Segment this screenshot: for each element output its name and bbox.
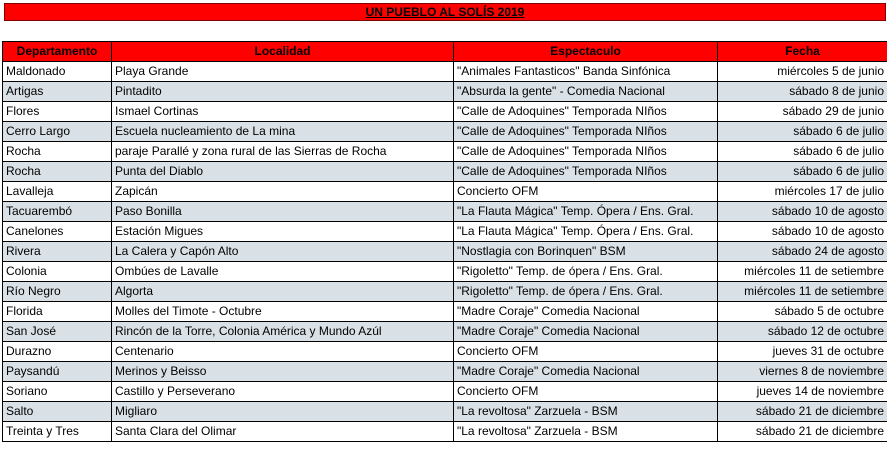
cell-fecha[interactable]: sábado 6 de julio — [718, 122, 887, 142]
cell-localidad[interactable]: Ombúes de Lavalle — [112, 262, 454, 282]
cell-espectaculo[interactable]: "Calle de Adoquines" Temporada NIños — [454, 162, 718, 182]
cell-espectaculo[interactable]: "Animales Fantasticos" Banda Sinfónica — [454, 62, 718, 82]
table-row[interactable] — [3, 402, 887, 422]
cell-espectaculo[interactable]: Concierto OFM — [454, 182, 718, 202]
cell-espectaculo[interactable]: "Absurda la gente" - Comedia Nacional — [454, 82, 718, 102]
cell-departamento[interactable]: Maldonado — [3, 62, 112, 82]
cell-espectaculo[interactable]: Concierto OFM — [454, 382, 718, 402]
cell-localidad[interactable]: Merinos y Beisso — [112, 362, 454, 382]
cell-localidad[interactable]: Zapicán — [112, 182, 454, 202]
cell-departamento[interactable]: Río Negro — [3, 282, 112, 302]
cell-fecha[interactable]: miércoles 5 de junio — [718, 62, 887, 82]
table-row[interactable] — [3, 422, 887, 442]
events-table — [2, 41, 887, 442]
cell-espectaculo[interactable]: "Madre Coraje" Comedia Nacional — [454, 302, 718, 322]
table-row[interactable] — [3, 222, 887, 242]
table-row[interactable] — [3, 162, 887, 182]
cell-departamento[interactable]: San José — [3, 322, 112, 342]
cell-fecha[interactable]: sábado 24 de agosto — [718, 242, 887, 262]
table-row[interactable] — [3, 242, 887, 262]
cell-localidad[interactable]: Centenario — [112, 342, 454, 362]
cell-espectaculo[interactable]: "Calle de Adoquines" Temporada NIños — [454, 142, 718, 162]
table-row[interactable] — [3, 302, 887, 322]
cell-fecha[interactable]: sábado 29 de junio — [718, 102, 887, 122]
cell-espectaculo[interactable]: "Calle de Adoquines" Temporada NIños — [454, 102, 718, 122]
cell-departamento[interactable]: Artigas — [3, 82, 112, 102]
cell-departamento[interactable]: Rocha — [3, 142, 112, 162]
cell-fecha[interactable]: sábado 6 de julio — [718, 162, 887, 182]
table-row[interactable] — [3, 322, 887, 342]
cell-localidad[interactable]: Santa Clara del Olimar — [112, 422, 454, 442]
cell-localidad[interactable]: La Calera y Capón Alto — [112, 242, 454, 262]
cell-departamento[interactable]: Rocha — [3, 162, 112, 182]
cell-departamento[interactable]: Florida — [3, 302, 112, 322]
table-row[interactable] — [3, 282, 887, 302]
cell-fecha[interactable]: miércoles 17 de julio — [718, 182, 887, 202]
cell-espectaculo[interactable]: "Madre Coraje" Comedia Nacional — [454, 362, 718, 382]
cell-localidad[interactable]: Paso Bonilla — [112, 202, 454, 222]
cell-departamento[interactable]: Durazno — [3, 342, 112, 362]
cell-departamento[interactable]: Flores — [3, 102, 112, 122]
cell-departamento[interactable]: Canelones — [3, 222, 112, 242]
column-header-fecha[interactable]: Fecha — [718, 42, 887, 62]
cell-fecha[interactable]: viernes 8 de noviembre — [718, 362, 887, 382]
column-header-localidad[interactable]: Localidad — [112, 42, 454, 62]
cell-localidad[interactable]: Molles del Timote - Octubre — [112, 302, 454, 322]
cell-localidad[interactable]: Castillo y Perseverano — [112, 382, 454, 402]
table-row[interactable] — [3, 122, 887, 142]
cell-fecha[interactable]: sábado 10 de agosto — [718, 202, 887, 222]
cell-espectaculo[interactable]: "Nostlagia con Borinquen" BSM — [454, 242, 718, 262]
cell-departamento[interactable]: Tacuarembó — [3, 202, 112, 222]
cell-fecha[interactable]: sábado 21 de diciembre — [718, 402, 887, 422]
cell-fecha[interactable]: miércoles 11 de setiembre — [718, 282, 887, 302]
cell-departamento[interactable]: Rivera — [3, 242, 112, 262]
cell-localidad[interactable]: Pintadito — [112, 82, 454, 102]
cell-departamento[interactable]: Soriano — [3, 382, 112, 402]
cell-fecha[interactable]: sábado 12 de octubre — [718, 322, 887, 342]
table-row[interactable] — [3, 102, 887, 122]
table-row[interactable] — [3, 82, 887, 102]
column-header-espectaculo[interactable]: Espectaculo — [454, 42, 718, 62]
table-row[interactable] — [3, 342, 887, 362]
cell-espectaculo[interactable]: "La revoltosa" Zarzuela - BSM — [454, 422, 718, 442]
table-header-row — [3, 42, 887, 62]
cell-departamento[interactable]: Salto — [3, 402, 112, 422]
table-body — [3, 62, 887, 442]
table-row[interactable] — [3, 182, 887, 202]
cell-espectaculo[interactable]: "La revoltosa" Zarzuela - BSM — [454, 402, 718, 422]
page-title — [4, 3, 886, 21]
table-row[interactable] — [3, 62, 887, 82]
page-title-text: UN PUEBLO AL SOLÍS 2019 — [365, 5, 525, 19]
cell-localidad[interactable]: Punta del Diablo — [112, 162, 454, 182]
cell-localidad[interactable]: Migliaro — [112, 402, 454, 422]
cell-espectaculo[interactable]: "Rigoletto" Temp. de ópera / Ens. Gral. — [454, 282, 718, 302]
cell-fecha[interactable]: miércoles 11 de setiembre — [718, 262, 887, 282]
cell-departamento[interactable]: Lavalleja — [3, 182, 112, 202]
cell-fecha[interactable]: sábado 10 de agosto — [718, 222, 887, 242]
table-row[interactable] — [3, 262, 887, 282]
cell-localidad[interactable]: Algorta — [112, 282, 454, 302]
column-header-departamento[interactable]: Departamento — [3, 42, 112, 62]
cell-espectaculo[interactable]: "La Flauta Mágica" Temp. Ópera / Ens. Gral. — [454, 202, 718, 222]
cell-localidad[interactable]: Estación Migues — [112, 222, 454, 242]
table-row[interactable] — [3, 382, 887, 402]
cell-departamento[interactable]: Treinta y Tres — [3, 422, 112, 442]
cell-fecha[interactable]: jueves 31 de octubre — [718, 342, 887, 362]
cell-fecha[interactable]: sábado 6 de julio — [718, 142, 887, 162]
cell-localidad[interactable]: Playa Grande — [112, 62, 454, 82]
cell-espectaculo[interactable]: "La Flauta Mágica" Temp. Ópera / Ens. Gral. — [454, 222, 718, 242]
cell-localidad[interactable]: Ismael Cortinas — [112, 102, 454, 122]
cell-localidad[interactable]: Escuela nucleamiento de La mina — [112, 122, 454, 142]
cell-fecha[interactable]: sábado 5 de octubre — [718, 302, 887, 322]
cell-fecha[interactable]: sábado 8 de junio — [718, 82, 887, 102]
cell-localidad[interactable]: Rincón de la Torre, Colonia América y Mundo Azúl — [112, 322, 454, 342]
cell-departamento[interactable]: Colonia — [3, 262, 112, 282]
cell-espectaculo[interactable]: "Calle de Adoquines" Temporada NIños — [454, 122, 718, 142]
cell-espectaculo[interactable]: "Rigoletto" Temp. de ópera / Ens. Gral. — [454, 262, 718, 282]
cell-fecha[interactable]: sábado 21 de diciembre — [718, 422, 887, 442]
cell-departamento[interactable]: Cerro Largo — [3, 122, 112, 142]
cell-espectaculo[interactable]: Concierto OFM — [454, 342, 718, 362]
cell-departamento[interactable]: Paysandú — [3, 362, 112, 382]
cell-localidad[interactable]: paraje Parallé y zona rural de las Sierras de Rocha — [112, 142, 454, 162]
table-row[interactable] — [3, 362, 887, 382]
table-row[interactable] — [3, 202, 887, 222]
table-row[interactable] — [3, 142, 887, 162]
cell-espectaculo[interactable]: "Madre Coraje" Comedia Nacional — [454, 322, 718, 342]
cell-fecha[interactable]: jueves 14 de noviembre — [718, 382, 887, 402]
